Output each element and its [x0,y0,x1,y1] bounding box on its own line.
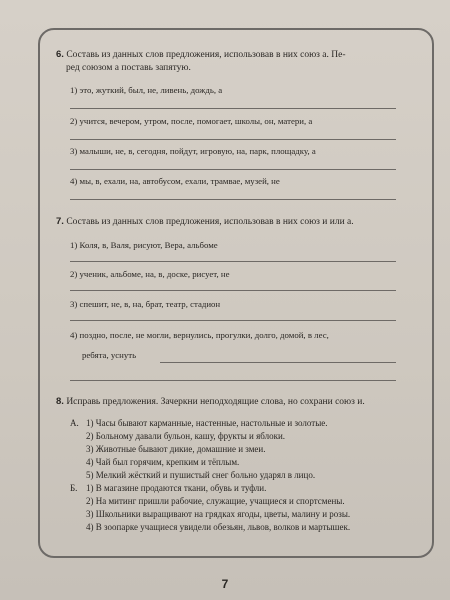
group-b-label: Б. [70,483,78,493]
group-a-item-3: 3) Животные бывают дикие, домашние и змеи. [86,444,266,454]
group-a-label: А. [70,418,79,428]
answer-line[interactable] [70,290,396,291]
task-7-instruction [56,215,416,229]
group-b-item-1: 1) В магазине продаются ткани, обувь и туфли. [86,483,267,493]
task-7-text: Составь из данных слов предложения, использовав в них союз и или а. [66,217,354,227]
answer-line[interactable] [70,139,396,140]
answer-line[interactable] [70,169,396,170]
group-a-item-5: 5) Мелкий жёсткий и пушистый снег больно ударял в лицо. [86,470,316,480]
task-6-item-1: 1) это, жуткий, был, не, ливень, дождь, а [70,85,223,95]
group-a-item-2: 2) Больному давали бульон, кашу, фрукты и яблоки. [86,431,286,441]
group-a-item-4: 4) Чай был горячим, крепким и тёплым. [86,457,240,467]
task-7-item-4-continuation: ребята, уснуть [82,350,137,360]
task-7-item-2: 2) ученик, альбоме, на, в, доске, рисует, не [70,269,230,279]
answer-line[interactable] [70,108,396,109]
task-8-text: Исправь предложения. Зачеркни неподходящие слова, но сохрани союз и. [66,397,365,407]
task-8-number: 8. [56,396,64,407]
task-6-item-3: 3) малыши, не, в, сегодня, пойдут, игровую, на, парк, площадку, а [70,146,316,156]
task-6-text-line2: ред союзом а поставь запятую. [66,63,191,73]
task-6-item-2: 2) учится, вечером, утром, после, помогает, школы, он, матери, а [70,116,313,126]
answer-line[interactable] [70,261,396,262]
answer-line[interactable] [70,380,396,381]
task-6-text-line1: Составь из данных слов предложения, использовав в них союз а. Пе- [66,50,346,60]
task-7-item-3: 3) спешит, не, в, на, брат, театр, стадион [70,299,221,309]
page-number: 7 [221,577,229,591]
answer-line[interactable] [70,199,396,200]
group-b-item-2: 2) На митинг пришли рабочие, служащие, учащиеся и спортсмены. [86,496,345,506]
task-8-instruction [56,395,416,409]
task-7-item-4: 4) поздно, после, не могли, вернулись, прогулки, долго, домой, в лес, [70,330,329,340]
answer-line[interactable] [160,362,396,363]
group-b-item-3: 3) Школьники выращивают на грядках ягоды, цветы, малину и розы. [86,509,351,519]
task-7-number: 7. [56,216,64,227]
group-a-item-1: 1) Часы бывают карманные, настенные, настольные и золотые. [86,418,328,428]
task-7-item-1: 1) Коля, в, Валя, рисуют, Вера, альбоме [70,240,218,250]
task-6-item-4: 4) мы, в, ехали, на, автобусом, ехали, трамвае, музей, не [70,176,280,186]
task-6-instruction [56,48,416,75]
group-b-item-4: 4) В зоопарке учащиеся увидели обезьян, львов, волков и мартышек. [86,522,351,532]
task-6-number: 6. [56,49,64,60]
answer-line[interactable] [70,320,396,321]
